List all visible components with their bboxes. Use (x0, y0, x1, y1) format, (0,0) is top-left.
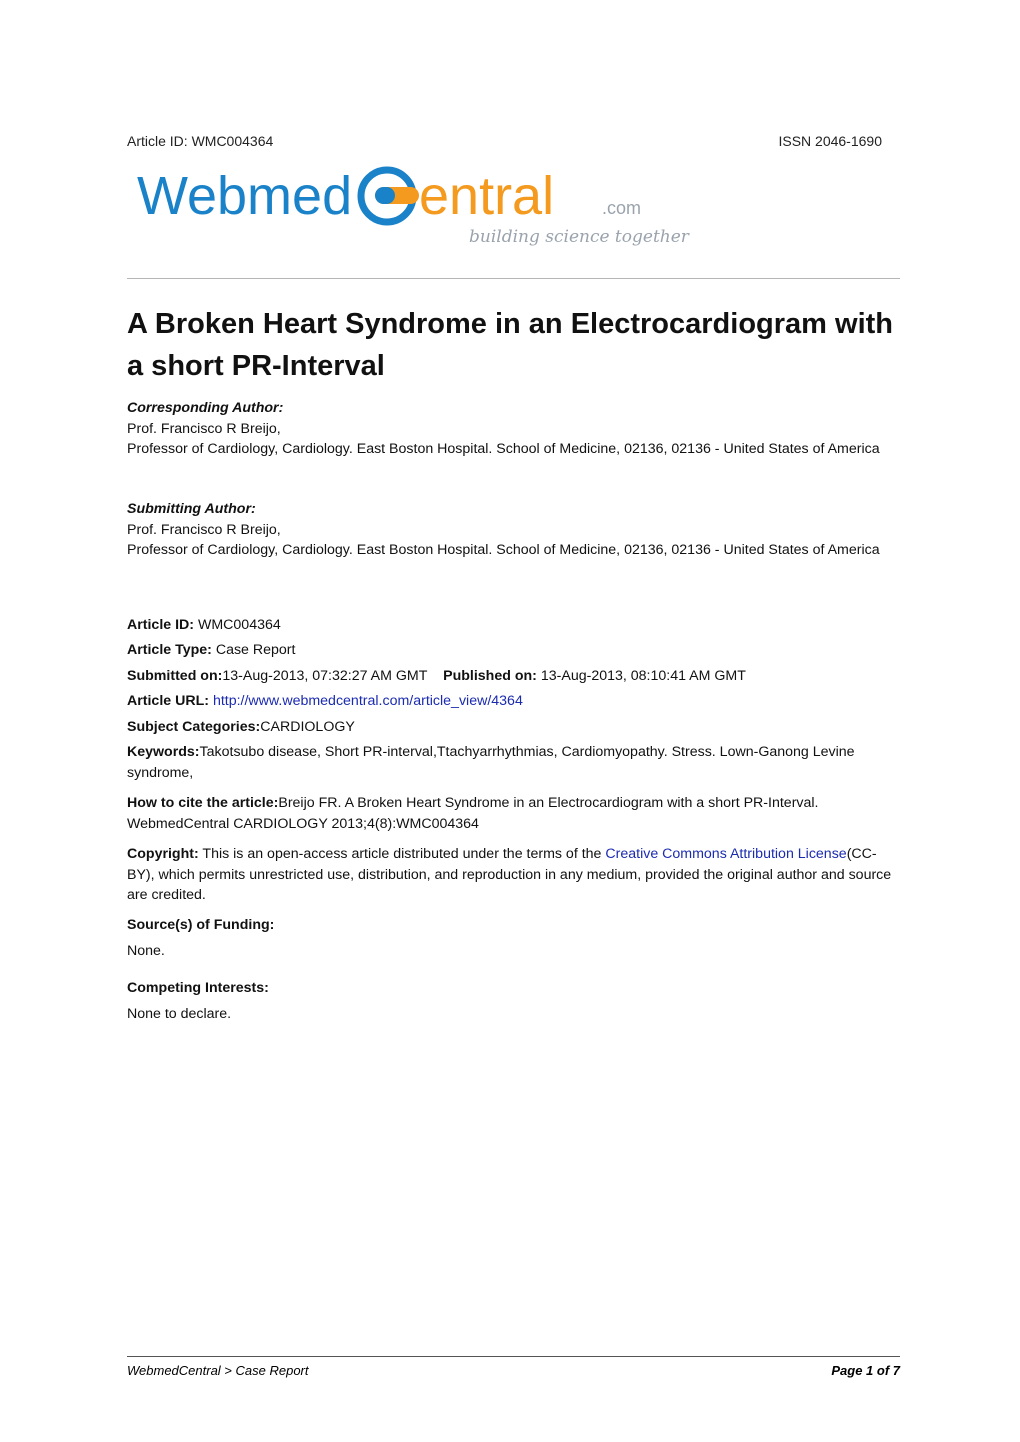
corresponding-author-block (127, 398, 902, 460)
article-id-value: WMC004364 (194, 617, 281, 633)
competing-block (127, 978, 902, 1024)
article-type-label: Article Type: (127, 642, 212, 658)
submitting-author-label: Submitting Author: (127, 501, 256, 517)
article-type-value: Case Report (211, 642, 296, 658)
header-divider (127, 278, 900, 279)
article-type-row (127, 640, 902, 661)
webmedcentral-logo (137, 162, 689, 254)
keywords-value: Takotsubo disease, Short PR-interval,Ttachyarrhythmias, Cardiomyopathy. Stress. Lown-Ganong Levine syndrome, (127, 744, 855, 781)
submitting-author-affiliation: Professor of Cardiology, Cardiology. East Boston Hospital. School of Medicine, 02136, 02136 - United States of America (127, 542, 880, 558)
subject-row (127, 717, 902, 738)
footer-breadcrumb: WebmedCentral > Case Report (127, 1363, 309, 1378)
funding-label: Source(s) of Funding: (127, 917, 275, 933)
logo-word-right: entral (419, 166, 555, 226)
article-id-row (127, 615, 902, 636)
copyright-row (127, 844, 902, 906)
footer-page-number: Page 1 of 7 (831, 1363, 900, 1378)
corresponding-author-label: Corresponding Author: (127, 400, 284, 416)
subject-label: Subject Categories: (127, 719, 261, 735)
competing-label: Competing Interests: (127, 980, 269, 996)
funding-value: None. (127, 942, 165, 959)
article-title: A Broken Heart Syndrome in an Electrocardiogram with a short PR-Interval (127, 308, 893, 382)
dates-row (127, 666, 902, 687)
logo-tagline: building science together (469, 227, 689, 247)
corresponding-author-name: Prof. Francisco R Breijo, (127, 420, 281, 437)
published-label: Published on: (443, 668, 537, 684)
logo-pill-c-icon (361, 170, 419, 222)
copyright-text: This is an open-access article distributed under the terms of the (198, 846, 606, 862)
keywords-label: Keywords: (127, 744, 200, 760)
article-url-link[interactable]: http://www.webmedcentral.com/article_view/4364 (212, 693, 523, 709)
article-id-label: Article ID: (127, 617, 195, 633)
subject-value: CARDIOLOGY (260, 719, 355, 735)
copyright-text-rest: (CC-BY), which permits unrestricted use, distribution, and reproduction in any medium, provided the original author and source are credited. (127, 846, 892, 903)
funding-block (127, 915, 902, 961)
submitted-label: Submitted on: (127, 668, 223, 684)
cite-value: Breijo FR. A Broken Heart Syndrome in an Electrocardiogram with a short PR-Interval. WebmedCentral CARDIOLOGY 2013;4(8):WMC004364 (127, 795, 819, 832)
submitting-author-name: Prof. Francisco R Breijo, (127, 521, 281, 538)
header-article-id: Article ID: WMC004364 (127, 133, 274, 149)
submitted-value: 13-Aug-2013, 07:32:27 AM GMT (222, 668, 428, 684)
article-url-label: Article URL: (127, 693, 209, 709)
logo-word-left: Webmed (137, 166, 353, 226)
corresponding-author-affiliation: Professor of Cardiology, Cardiology. East Boston Hospital. School of Medicine, 02136, 02136 - United States of America (127, 441, 880, 457)
published-value: 13-Aug-2013, 08:10:41 AM GMT (536, 668, 746, 684)
logo-suffix: .com (602, 198, 642, 218)
cite-row (127, 793, 902, 834)
keywords-row (127, 742, 902, 783)
cite-label: How to cite the article: (127, 795, 279, 811)
copyright-label: Copyright: (127, 846, 199, 862)
footer-divider (127, 1356, 900, 1357)
cc-license-link[interactable]: Creative Commons Attribution License (605, 846, 847, 862)
article-url-row (127, 691, 902, 712)
header-issn: ISSN 2046-1690 (778, 133, 882, 149)
submitting-author-block (127, 499, 902, 561)
competing-value: None to declare. (127, 1005, 232, 1022)
